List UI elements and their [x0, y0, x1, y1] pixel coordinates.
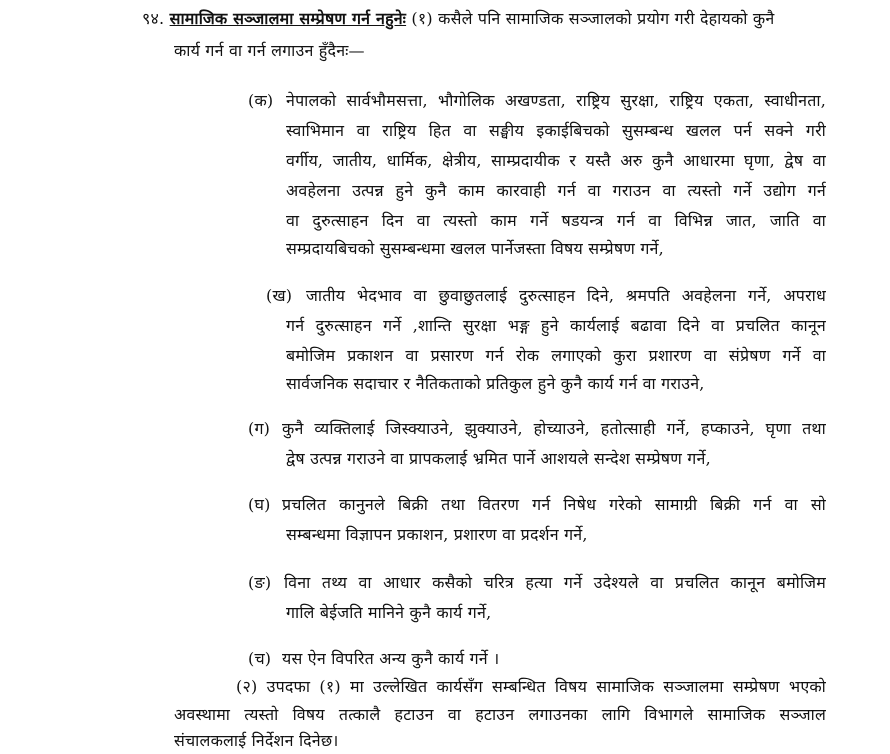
clause-ka-line: नेपालको सार्वभौमसत्ता, भौगोलिक अखण्डता, राष्ट्रिय सुरक्षा, राष्ट्रिय एकता, स्वाधीनता, [286, 91, 826, 110]
clause-nga-line: विना तथ्य वा आधार कसैको चरित्र हत्या गर्ने उदेश्यले वा प्रचलित कानून बमोजिम [284, 573, 826, 592]
clause-cha-line: यस ऐन विपरित अन्य कुनै कार्य गर्ने । [282, 649, 500, 668]
clause-kha-label: (ख) [266, 286, 293, 305]
clause-ga-line: द्वेष उत्पन्न गराउने वा प्रापकलाई भ्रमित पार्ने आशयले सन्देश सम्प्रेषण गर्ने, [286, 449, 711, 468]
subsection-2-line: संचालकलाई निर्देशन दिनेछ। [174, 731, 339, 750]
section-intro-line-2: कार्य गर्न वा गर्न लगाउन हुँदैनः— [174, 41, 365, 60]
clause-ka-line: सम्प्रदायबिचको सुसम्बन्धमा खलल पार्नेजस्ता विषय सम्प्रेषण गर्ने, [286, 239, 664, 258]
clause-ka-line: वर्गीय, जातीय, धार्मिक, क्षेत्रीय, साम्प्रदायीक र यस्तै अरु कुनै आधारमा घृणा, द्वेष वा [286, 151, 826, 170]
subsection-2-line: अवस्थामा त्यस्तो विषय तत्कालै हटाउन वा हटाउन लगाउनका लागि विभागले सामाजिक सञ्जाल [174, 705, 826, 724]
clause-ga-label: (ग) [248, 419, 271, 438]
clause-ka-label: (क) [248, 91, 274, 110]
section-heading-line [142, 8, 832, 30]
clause-ka-line: वा दुरुत्साहन दिन वा त्यस्तो काम गर्ने षडयन्त्र गर्न वा विभिन्न जात, जाति वा [286, 211, 826, 230]
section-intro-line-1: (१) कसैले पनि सामाजिक सञ्जालको प्रयोग गरी देहायको कुनै [411, 9, 775, 28]
clause-gha-line: प्रचलित कानुनले बिक्री तथा वितरण गर्न निषेध गरेको सामाग्री बिक्री गर्न वा सो [282, 495, 826, 514]
clause-nga-line: गालि बेईजति मानिने कुनै कार्य गर्ने, [286, 603, 492, 622]
clause-gha-label: (घ) [248, 495, 271, 514]
clause-ga-line: कुनै व्यक्तिलाई जिस्क्याउने, झुक्याउने, होच्याउने, हतोत्साही गर्ने, हप्काउने, घृणा तथा [282, 419, 826, 438]
clause-gha-line: सम्बन्धमा विज्ञापन प्रकाशन, प्रशारण वा प्रदर्शन गर्ने, [286, 525, 588, 544]
clause-kha-line: बमोजिम प्रकाशन वा प्रसारण गर्न रोक लगाएको कुरा प्रशारण वा संप्रेषण गर्ने वा [286, 346, 826, 365]
subsection-2-line: (२) उपदफा (१) मा उल्लेखित कार्यसँग सम्बन्धित विषय सामाजिक सञ्जालमा सम्प्रेषण भएको [236, 677, 826, 696]
clause-kha-line: गर्न दुरुत्साहन गर्ने ,शान्ति सुरक्षा भङ्ग हुने कार्यलाई बढावा दिने वा प्रचलित कानून [286, 316, 826, 335]
section-number: ९४. [142, 9, 165, 28]
clause-kha-line: सार्वजनिक सदाचार र नैतिकताको प्रतिकुल हुने कुनै कार्य गर्न वा गराउने, [286, 374, 705, 393]
clause-cha-label: (च) [248, 649, 272, 668]
clause-ka-line: स्वाभिमान वा राष्ट्रिय हित वा सङ्घीय इकाईबिचको सुसम्बन्ध खलल पर्न सक्ने गरी [286, 121, 826, 140]
clause-nga-label: (ङ) [248, 573, 272, 592]
section-heading: सामाजिक सञ्जालमा सम्प्रेषण गर्न नहुनेः [169, 9, 407, 28]
clause-ka-line: अवहेलना उत्पन्न हुने कुनै काम कारवाही गर्न वा गराउन वा त्यस्तो गर्ने उद्योग गर्न [286, 181, 826, 200]
clause-kha-line: जातीय भेदभाव वा छुवाछुतलाई दुरुत्साहन दिने, श्रमपति अवहेलना गर्ने, अपराध [306, 286, 826, 305]
